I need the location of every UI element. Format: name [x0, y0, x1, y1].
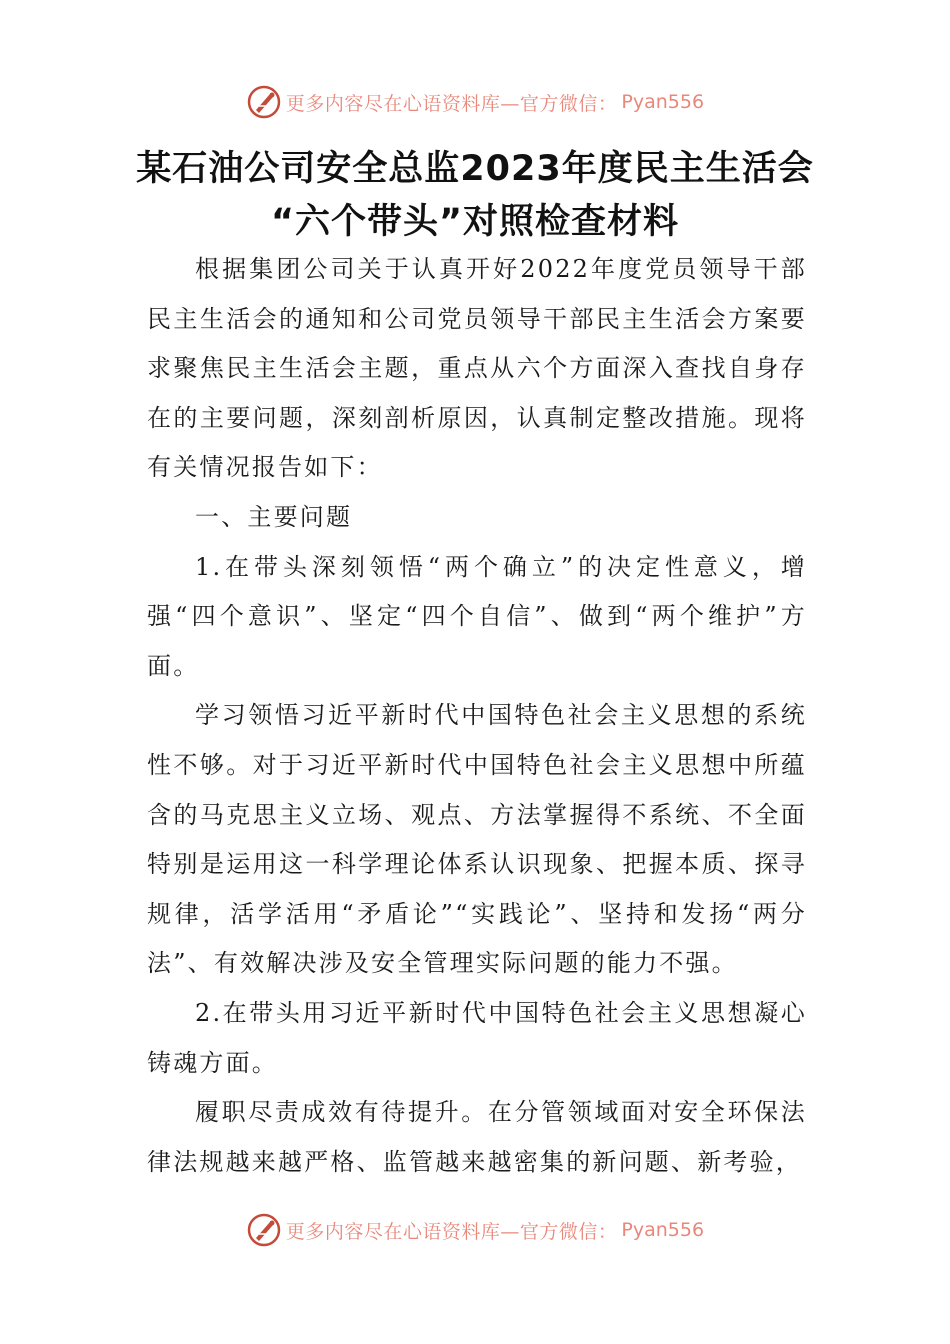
document-title-line1: 某石油公司安全总监2023年度民主生活会 — [136, 149, 814, 189]
watermark-text: 更多内容尽在心语资料库—官方微信： — [285, 1220, 618, 1243]
header-watermark — [0, 82, 950, 122]
document-body — [147, 245, 807, 1187]
paragraph: 根据集团公司关于认真开好2022年度党员领导干部民主生活会的通知和公司党员领导干部民主生活会方案要求聚焦民主生活会主题，重点从六个方面深入查找自身存在的主要问题，深刻剖析原因，认真制定整改措施。现将有关情况报告如下： — [147, 255, 807, 482]
paragraph: 1.在带头深刻领悟“两个确立”的决定性意义，增强“四个意识”、坚定“四个自信”、做到“两个维护”方面。 — [147, 552, 807, 680]
section-heading: 一、主要问题 — [195, 502, 353, 531]
watermark-text: 更多内容尽在心语资料库—官方微信： — [285, 92, 618, 115]
document-title-line2: “六个带头”对照检查材料 — [270, 202, 679, 242]
watermark-brand: Pyan556 — [621, 91, 705, 113]
paragraph: 学习领悟习近平新时代中国特色社会主义思想的系统性不够。对于习近平新时代中国特色社会主义思想中所蕴含的马克思主义立场、观点、方法掌握得不系统、不全面特别是运用这一科学理论体系认识现象、把握本质、探寻规律，活学活用“矛盾论”“实践论”、坚持和发扬“两分法”、有效解决涉及安全管理实际问题的能力不强。 — [147, 701, 807, 978]
footer-watermark — [0, 1210, 950, 1250]
paragraph: 履职尽责成效有待提升。在分管领域面对安全环保法律法规越来越严格、监管越来越密集的新问题、新考验， — [147, 1098, 807, 1176]
watermark-brand: Pyan556 — [621, 1219, 705, 1241]
pen-circle-logo-icon — [246, 84, 282, 120]
paragraph: 2.在带头用习近平新时代中国特色社会主义思想凝心铸魂方面。 — [147, 998, 807, 1077]
pen-circle-logo-icon — [246, 1212, 282, 1248]
